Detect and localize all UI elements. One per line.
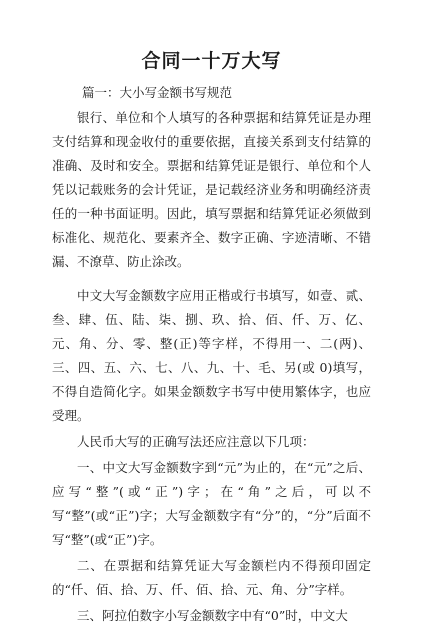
paragraph-intro: 银行、单位和个人填写的各种票据和结算凭证是办理支付结算和现金收付的重要依据，直接关系到支付结算的准确、及时和安全。票据和结算凭证是银行、单位和个人凭以记载账务的会计凭证，是记载经济业务和明确经济责任的一种书面证明。因此，填写票据和结算凭证必须做到标准化、规范化、要素齐全、数字正确、字迹清晰、不错漏、不潦草、防止涂改。 bbox=[52, 110, 371, 269]
paragraph-rule-one: 一、中文大写金额数字到“元”为止的，在“元”之后、应写“整”(或“正”)字；在“角”之后，可以不写“整”(或“正”)字；大写金额数字有“分”的，“分”后面不写“整”(或“正”)字。 bbox=[52, 460, 371, 547]
paragraph-notes-heading: 人民币大写的正确写法还应注意以下几项： bbox=[77, 434, 315, 449]
document-subtitle: 篇一：大小写金额书写规范 bbox=[82, 85, 233, 100]
paragraph-chinese-numerals: 中文大写金额数字应用正楷或行书填写，如壹、贰、叁、肆、伍、陆、柒、捌、玖、拾、佰、仟、万、亿、元、角、分、零、整(正)等字样，不得用一、二(两)、三、四、五、六、七、八、九、十、毛、另(或 0)填写，不得自造简化字。如果金额数字书写中使用繁体字，也应受理。 bbox=[52, 288, 371, 423]
document-title: 合同一十万大写 bbox=[141, 50, 282, 72]
paragraph-rule-three: 三、阿拉伯数字小写金额数字中有“0”时，中文大 bbox=[77, 608, 348, 623]
paragraph-rule-two: 二、在票据和结算凭证大写金额栏内不得预印固定的“仟、佰、拾、万、仟、佰、拾、元、角、分”字样。 bbox=[52, 558, 371, 597]
paragraph-gap bbox=[52, 276, 371, 284]
